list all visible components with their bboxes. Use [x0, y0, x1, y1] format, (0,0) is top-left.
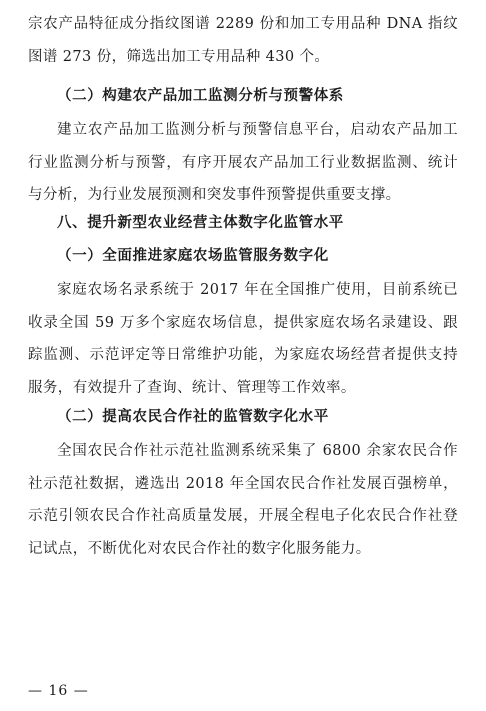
subsection-1-heading: （一）全面推进家庭农场监管服务数字化: [57, 247, 329, 264]
subsection-2-heading: （二）提高农民合作社的监管数字化水平: [57, 408, 329, 425]
section-2-heading: （二）构建农产品加工监测分析与预警体系: [57, 87, 344, 104]
section-2-body: 建立农产品加工监测分析与预警信息平台，启动农产品加工行业监测分析与预警，有序开展农产品加工行业数据监测、统计与分析，为行业发展预测和突发事件预警提供重要支撑。: [28, 122, 458, 203]
intro-paragraph: 宗农产品特征成分指纹图谱 2289 份和加工专用品种 DNA 指纹图谱 273 份，筛选出加工专用品种 430 个。: [28, 16, 458, 65]
page-number: — 16 —: [28, 683, 89, 699]
subsection-1-body: 家庭农场名录系统于 2017 年在全国推广使用，目前系统已收录全国 59 万多个家庭农场信息，提供家庭农场名录建设、跟踪监测、示范评定等日常维护功能，为家庭农场经营者提供支持服务，有效提升了查询、统计、管理等工作效率。: [28, 282, 458, 396]
subsection-2-body: 全国农民合作社示范社监测系统采集了 6800 余家农民合作社示范社数据，遴选出 2018 年全国农民合作社发展百强榜单，示范引领农民合作社高质量发展，开展全程电子化农民合作社登记试点，不断优化对农民合作社的数字化服务能力。: [28, 443, 458, 557]
chapter-8-heading: 八、提升新型农业经营主体数字化监管水平: [57, 214, 344, 231]
